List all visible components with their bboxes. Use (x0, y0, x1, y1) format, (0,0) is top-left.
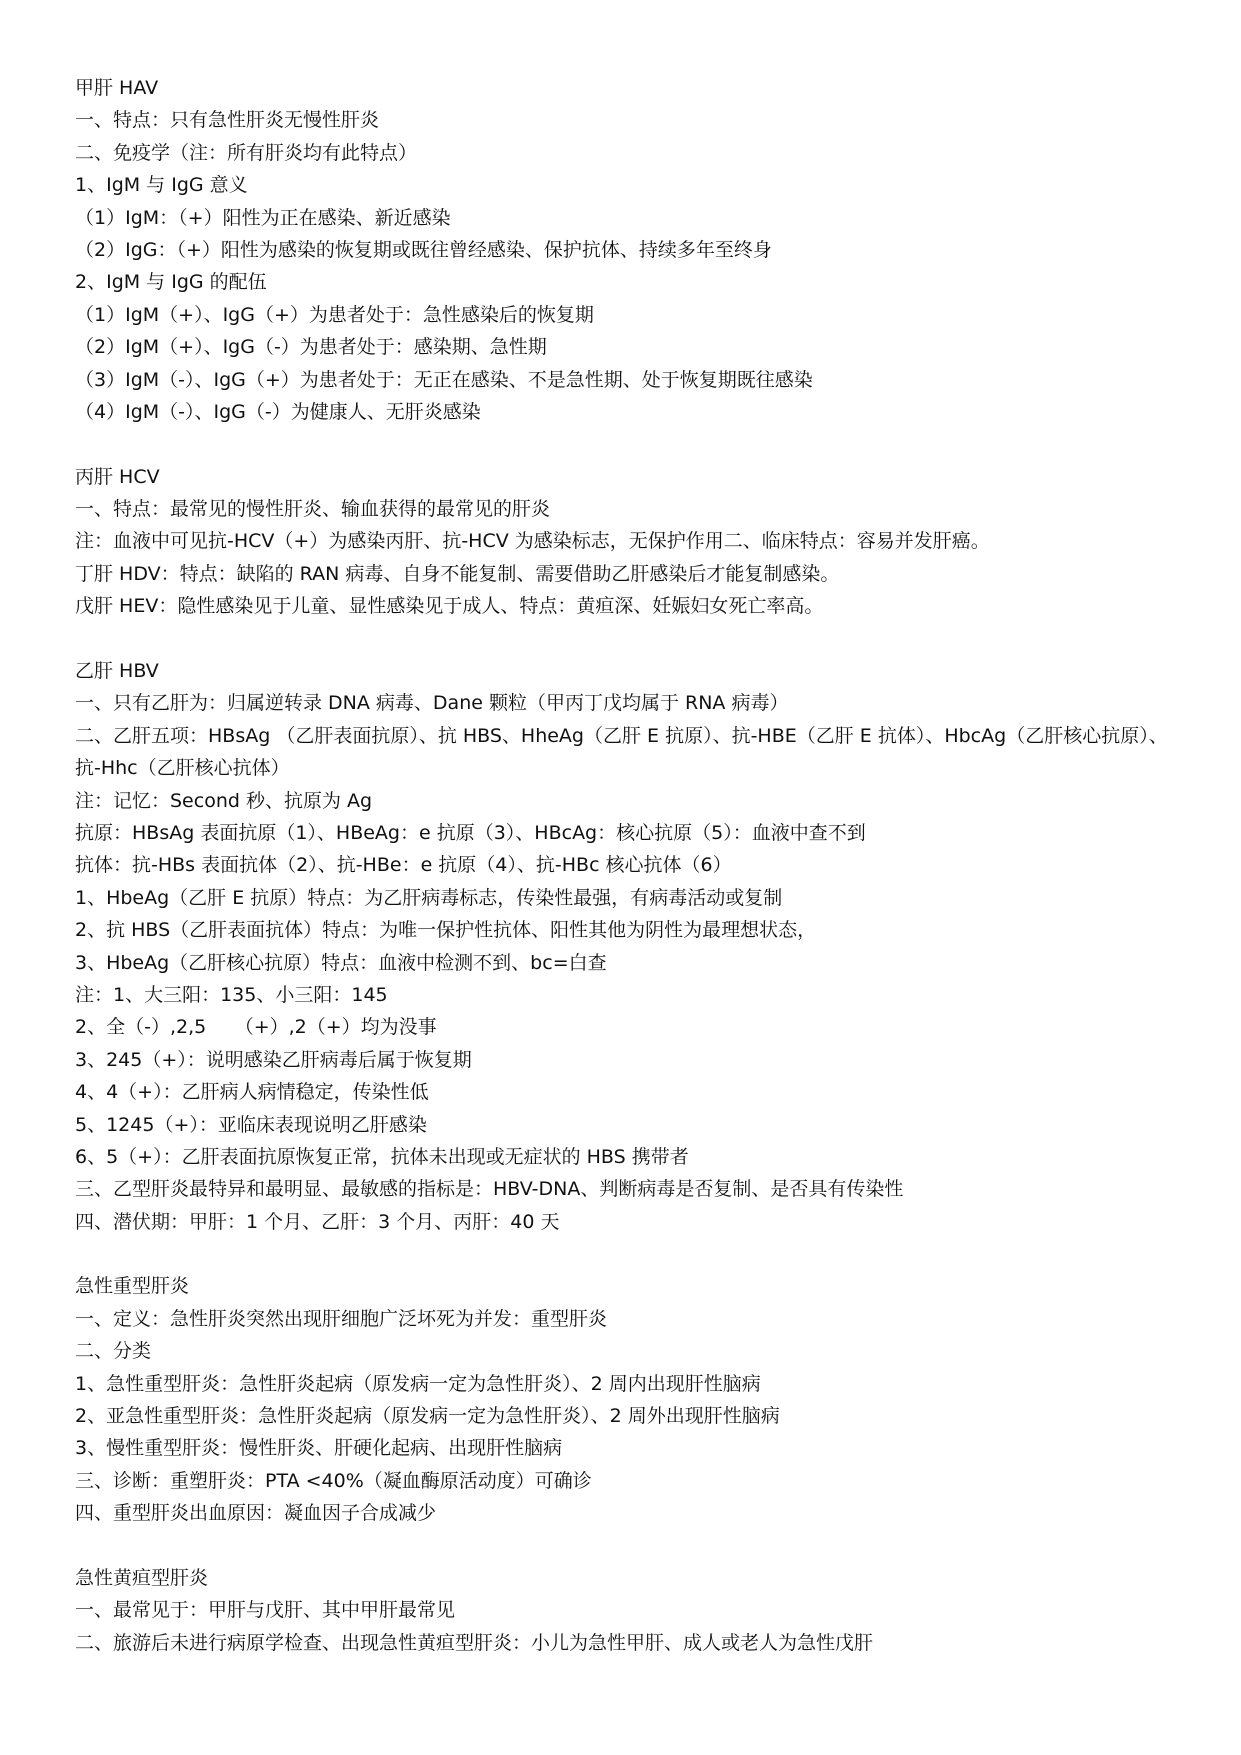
section-hbv (75, 655, 1175, 1238)
text-line: （1）IgM（+）、IgG（+）为患者处于：急性感染后的恢复期 (75, 303, 594, 326)
text-line: 三、乙型肝炎最特异和最明显、最敏感的指标是：HBV-DNA、判断病毒是否复制、是否具有传染性 (75, 1178, 904, 1201)
text-line: 二、乙肝五项：HBsAg （乙肝表面抗原）、抗 HBS、HheAg（乙肝 E 抗原）、抗-HBE（乙肝 E 抗体）、HbcAg（乙肝核心抗原）、抗-Hhc（乙肝核心抗体） (75, 724, 1168, 780)
section-hav (75, 72, 1175, 428)
text-line: 二、旅游后未进行病原学检查、出现急性黄疸型肝炎：小儿为急性甲肝、成人或老人为急性戊肝 (75, 1631, 874, 1654)
section-severe-hepatitis (75, 1270, 1175, 1529)
blank-line (75, 428, 1175, 460)
text-line: 一、最常见于：甲肝与戊肝、其中甲肝最常见 (75, 1599, 456, 1622)
section-title: 丙肝 HCV (75, 465, 160, 488)
section-title: 甲肝 HAV (75, 77, 159, 99)
section-title: 乙肝 HBV (75, 660, 159, 683)
text-line: 抗原：HBsAg 表面抗原（1）、HBeAg：e 抗原（3）、HBcAg：核心抗原（5）：血液中查不到 (75, 822, 866, 845)
text-line: （2）IgM（+）、IgG（-）为患者处于：感染期、急性期 (75, 336, 547, 359)
text-line: 2、全（-）,2,5 （+）,2（+）均为没事 (75, 1016, 437, 1039)
blank-line (75, 623, 1175, 655)
text-line: 1、IgM 与 IgG 意义 (75, 174, 248, 197)
text-line: 一、特点：只有急性肝炎无慢性肝炎 (75, 109, 380, 132)
text-line: （4）IgM（-）、IgG（-）为健康人、无肝炎感染 (75, 400, 481, 423)
text-line: 戊肝 HEV：隐性感染见于儿童、显性感染见于成人、特点：黄疸深、妊娠妇女死亡率高。 (75, 595, 824, 618)
text-line: 一、只有乙肝为：归属逆转录 DNA 病毒、Dane 颗粒（甲丙丁戊均属于 RNA 病毒） (75, 692, 789, 715)
text-line: 1、HbeAg（乙肝 E 抗原）特点：为乙肝病毒标志，传染性最强，有病毒活动或复制 (75, 886, 783, 909)
text-line: 四、重型肝炎出血原因：凝血因子合成减少 (75, 1502, 437, 1525)
text-line: 6、5（+）：乙肝表面抗原恢复正常，抗体未出现或无症状的 HBS 携带者 (75, 1145, 689, 1168)
text-line: 四、潜伏期：甲肝：1 个月、乙肝：3 个月、丙肝：40 天 (75, 1210, 560, 1233)
text-line: 一、特点：最常见的慢性肝炎、输血获得的最常见的肝炎 (75, 498, 551, 521)
text-line: 三、诊断：重塑肝炎：PTA <40%（凝血酶原活动度）可确诊 (75, 1469, 592, 1492)
text-line: 3、慢性重型肝炎：慢性肝炎、肝硬化起病、出现肝性脑病 (75, 1437, 563, 1460)
text-line: 2、亚急性重型肝炎：急性肝炎起病（原发病一定为急性肝炎）、2 周外出现肝性脑病 (75, 1405, 780, 1428)
text-line: 抗体：抗-HBs 表面抗体（2）、抗-HBe：e 抗原（4）、抗-HBc 核心抗体（6） (75, 854, 732, 877)
text-line: 2、IgM 与 IgG 的配伍 (75, 271, 267, 294)
text-line: 二、免疫学（注：所有肝炎均有此特点） (75, 141, 418, 164)
text-line: 注：血液中可见抗-HCV（+）为感染丙肝、抗-HCV 为感染标志，无保护作用二、临床特点：容易并发肝癌。 (75, 530, 990, 553)
section-title: 急性黄疸型肝炎 (75, 1567, 209, 1589)
text-line: 1、急性重型肝炎：急性肝炎起病（原发病一定为急性肝炎）、2 周内出现肝性脑病 (75, 1372, 761, 1395)
section-title: 急性重型肝炎 (75, 1275, 190, 1298)
text-line: 丁肝 HDV：特点：缺陷的 RAN 病毒、自身不能复制、需要借助乙肝感染后才能复制感染。 (75, 562, 840, 585)
text-line: 一、定义：急性肝炎突然出现肝细胞广泛坏死为并发：重型肝炎 (75, 1307, 608, 1330)
text-line: 2、抗 HBS（乙肝表面抗体）特点：为唯一保护性抗体、阳性其他为阴性为最理想状态， (75, 919, 817, 942)
text-line: （2）IgG：（+）阳性为感染的恢复期或既往曾经感染、保护抗体、持续多年至终身 (75, 238, 772, 261)
text-line: 3、245（+）：说明感染乙肝病毒后属于恢复期 (75, 1048, 472, 1071)
text-line: 4、4（+）：乙肝病人病情稳定，传染性低 (75, 1081, 429, 1104)
text-line: 注：记忆：Second 秒、抗原为 Ag (75, 789, 373, 812)
text-line: （1）IgM：（+）阳性为正在感染、新近感染 (75, 206, 451, 229)
text-line: 5、1245（+）：亚临床表现说明乙肝感染 (75, 1113, 427, 1136)
blank-line (75, 1238, 1175, 1270)
section-hcv (75, 461, 1175, 623)
text-line: 3、HbeAg（乙肝核心抗原）特点：血液中检测不到、bc=白查 (75, 951, 607, 974)
text-line: （3）IgM（-）、IgG（+）为患者处于：无正在感染、不是急性期、处于恢复期既往感染 (75, 368, 813, 391)
section-jaundice-hepatitis (75, 1562, 1175, 1659)
text-line: 二、分类 (75, 1340, 152, 1363)
document-body (75, 72, 1175, 1659)
text-line: 注：1、大三阳：135、小三阳：145 (75, 983, 388, 1006)
blank-line (75, 1530, 1175, 1562)
